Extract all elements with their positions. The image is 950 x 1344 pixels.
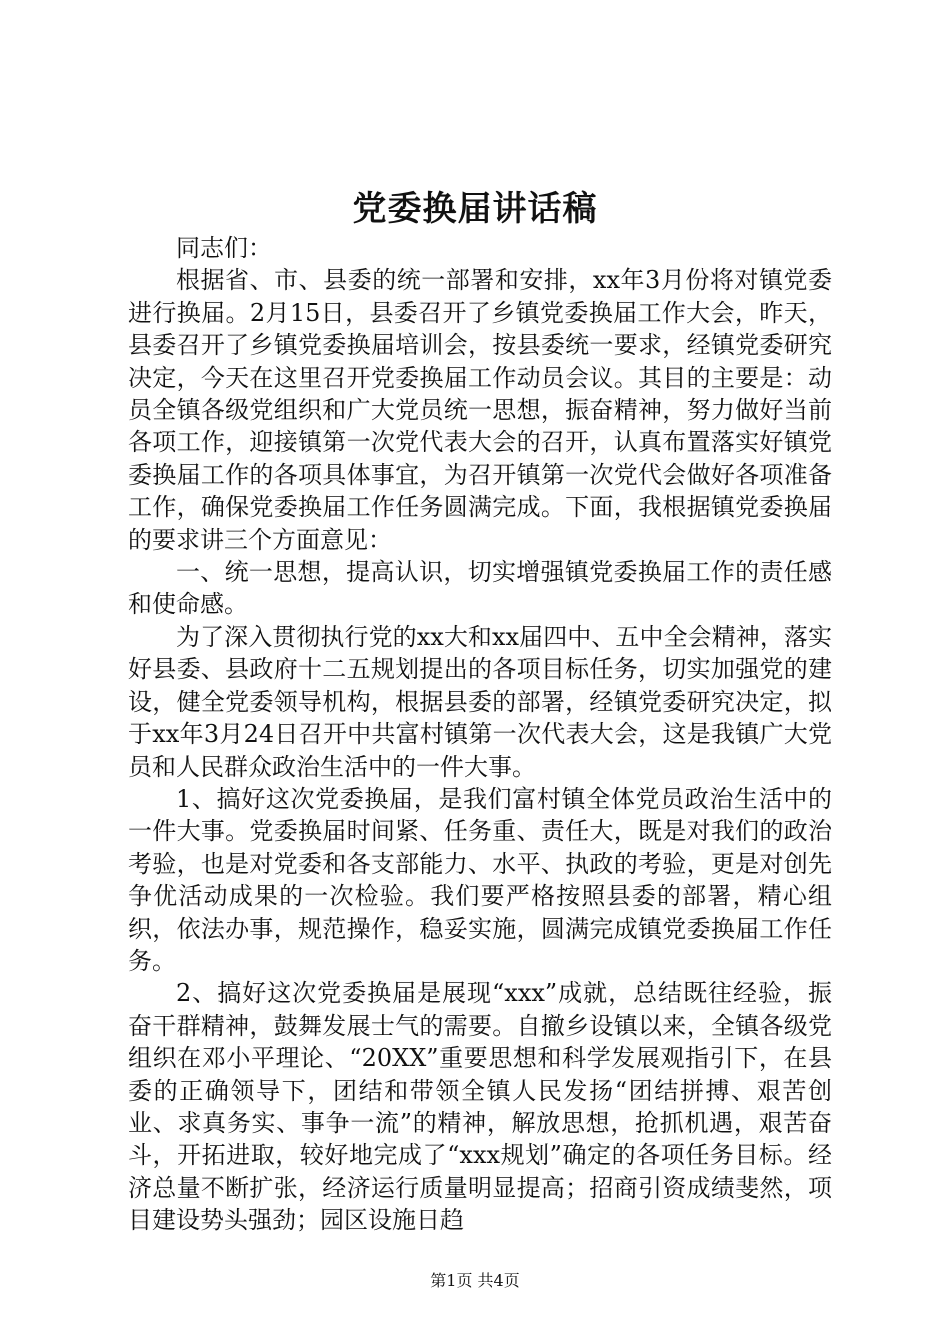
document-body	[128, 232, 832, 1237]
paragraph: 1、搞好这次党委换届，是我们富村镇全体党员政治生活中的一件大事。党委换届时间紧、任务重、责任大，既是对我们的政治考验，也是对党委和各支部能力、水平、执政的考验，更是对创先争优活动成果的一次检验。我们要严格按照县委的部署，精心组织，依法办事，规范操作，稳妥实施，圆满完成镇党委换届工作任务。	[128, 784, 832, 975]
salutation: 同志们：	[176, 234, 272, 262]
paragraph: 根据省、市、县委的统一部署和安排，xx年3月份将对镇党委进行换届。2月15日，县委召开了乡镇党委换届工作大会，昨天，县委召开了乡镇党委换届培训会，按县委统一要求，经镇党委研究决定，今天在这里召开党委换届工作动员会议。其目的主要是：动员全镇各级党组织和广大党员统一思想，振奋精神，努力做好当前各项工作，迎接镇第一次党代表大会的召开，认真布置落实好镇党委换届工作的各项具体事宜，为召开镇第一次党代会做好各项准备工作，确保党委换届工作任务圆满完成。下面，我根据镇党委换届的要求讲三个方面意见：	[128, 266, 832, 554]
page-number-footer: 第1页 共4页	[430, 1271, 520, 1290]
document-title: 党委换届讲话稿	[352, 189, 598, 229]
paragraph: 2、搞好这次党委换届是展现“xxx”成就，总结既往经验，振奋干群精神，鼓舞发展士气的需要。自撤乡设镇以来，全镇各级党组织在邓小平理论、“20XX”重要思想和科学发展观指引下，在县委的正确领导下，团结和带领全镇人民发扬“团结拼搏、艰苦创业、求真务实、事争一流”的精神，解放思想，抢抓机遇，艰苦奋斗，开拓进取，较好地完成了“xxx规划”确定的各项任务目标。经济总量不断扩张，经济运行质量明显提高；招商引资成绩斐然，项目建设势头强劲；园区设施日趋	[128, 979, 832, 1235]
section-heading: 一、统一思想，提高认识，切实增强镇党委换届工作的责任感和使命感。	[128, 558, 832, 619]
paragraph: 为了深入贯彻执行党的xx大和xx届四中、五中全会精神，落实好县委、县政府十二五规划提出的各项目标任务，切实加强党的建设，健全党委领导机构，根据县委的部署，经镇党委研究决定，拟于xx年3月24日召开中共富村镇第一次代表大会，这是我镇广大党员和人民群众政治生活中的一件大事。	[128, 622, 832, 781]
